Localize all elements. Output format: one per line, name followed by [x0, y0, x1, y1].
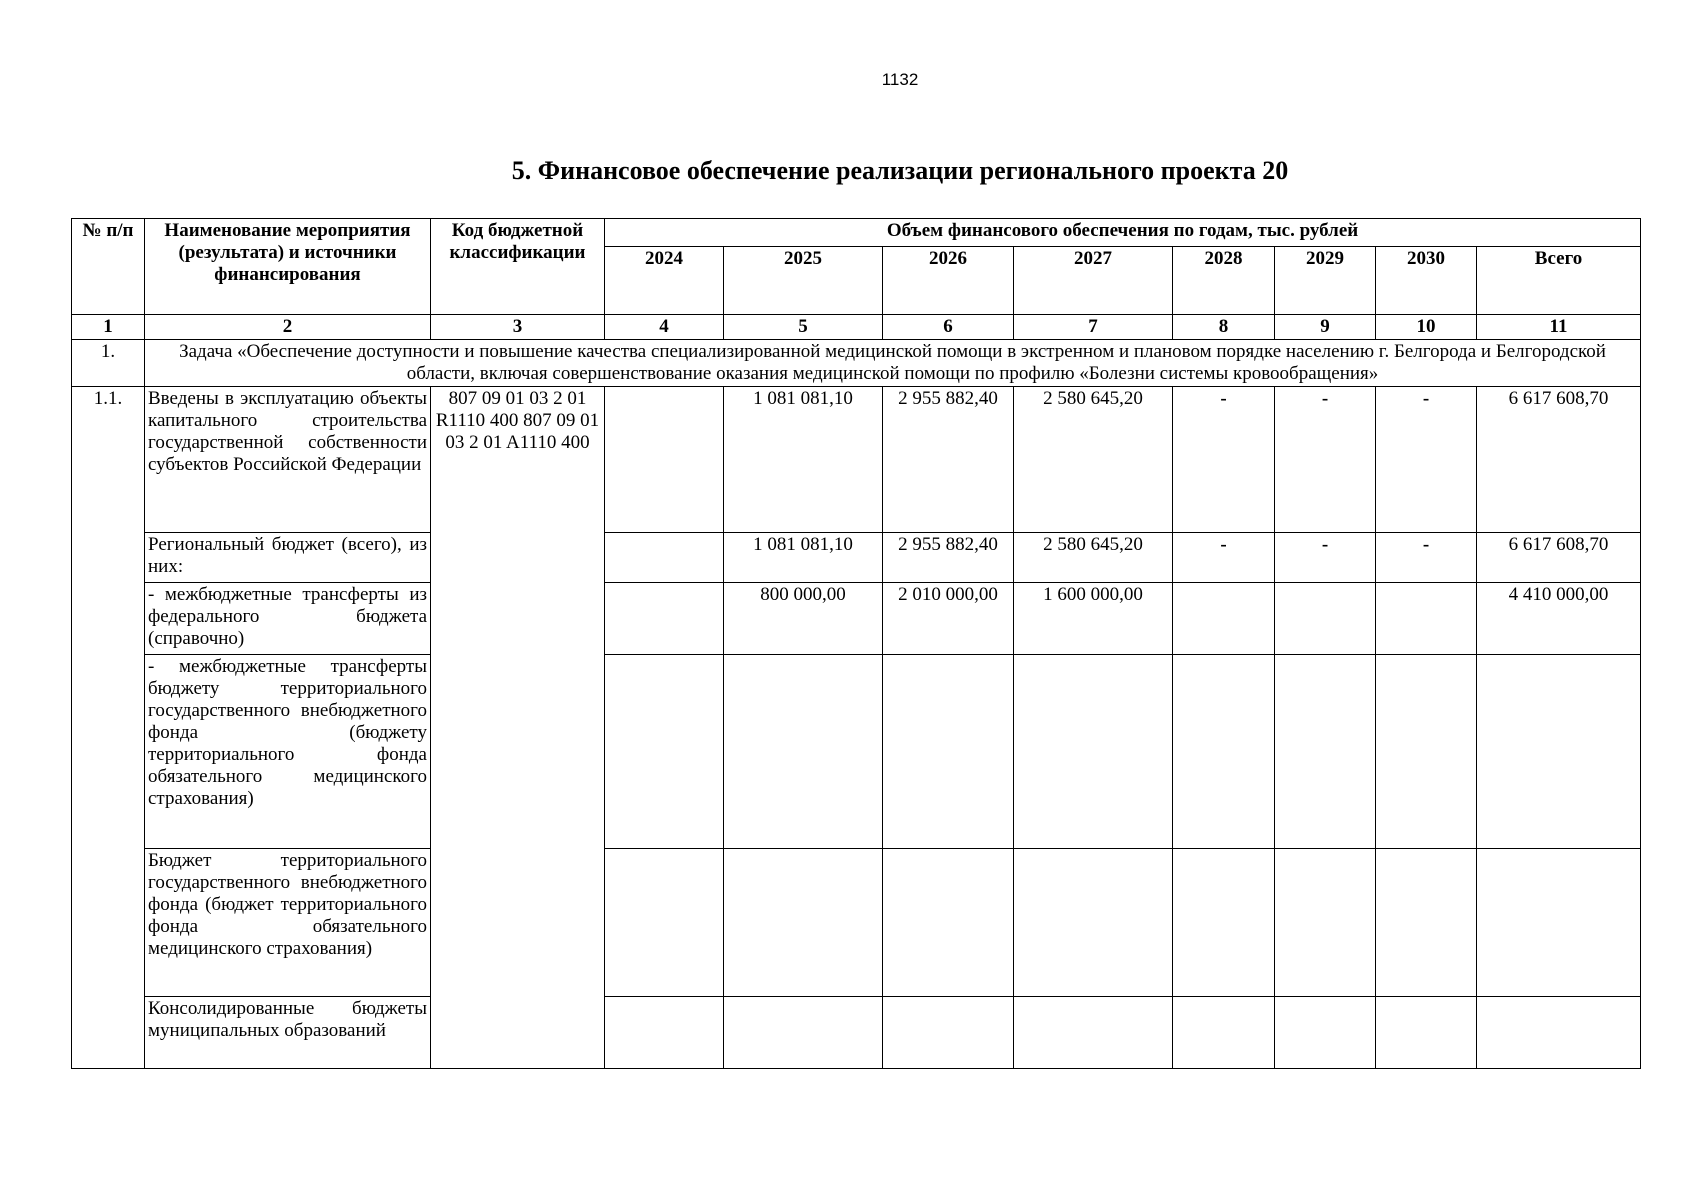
cell-2026 [883, 849, 1014, 997]
cell-2029 [1275, 655, 1376, 849]
column-number-row [72, 315, 1641, 340]
cell-2029 [1275, 583, 1376, 655]
financing-table [71, 218, 1641, 1069]
cell-2027 [1014, 655, 1173, 849]
column-number: 10 [1376, 315, 1477, 340]
table-row [72, 997, 1641, 1069]
cell-2026: 2 955 882,40 [883, 387, 1014, 533]
cell-2029: - [1275, 387, 1376, 533]
cell-2027 [1014, 997, 1173, 1069]
cell-2029 [1275, 997, 1376, 1069]
header-year-2027: 2027 [1014, 247, 1173, 315]
header-name: Наименование мероприятия (результата) и источники финансирования [145, 219, 431, 315]
cell-2028 [1173, 997, 1275, 1069]
cell-total [1477, 849, 1641, 997]
column-number: 11 [1477, 315, 1641, 340]
header-year-2026: 2026 [883, 247, 1014, 315]
table-row [72, 583, 1641, 655]
column-number: 2 [145, 315, 431, 340]
cell-2026 [883, 997, 1014, 1069]
cell-2025: 800 000,00 [724, 583, 883, 655]
cell-2030: - [1376, 533, 1477, 583]
header-year-2025: 2025 [724, 247, 883, 315]
cell-2028 [1173, 655, 1275, 849]
cell-2028: - [1173, 533, 1275, 583]
cell-total: 6 617 608,70 [1477, 387, 1641, 533]
cell-total: 4 410 000,00 [1477, 583, 1641, 655]
item-number: 1.1. [72, 387, 145, 1069]
column-number: 8 [1173, 315, 1275, 340]
task-row [72, 340, 1641, 387]
cell-2025 [724, 655, 883, 849]
cell-2025 [724, 997, 883, 1069]
cell-2030 [1376, 655, 1477, 849]
cell-2028: - [1173, 387, 1275, 533]
cell-2029: - [1275, 533, 1376, 583]
page-number: 1132 [881, 70, 919, 89]
column-number: 3 [431, 315, 605, 340]
column-number: 1 [72, 315, 145, 340]
cell-2027: 1 600 000,00 [1014, 583, 1173, 655]
cell-2024 [605, 533, 724, 583]
cell-2026: 2 955 882,40 [883, 533, 1014, 583]
cell-2024 [605, 655, 724, 849]
table-row [72, 849, 1641, 997]
cell-2024 [605, 997, 724, 1069]
header-year-2029: 2029 [1275, 247, 1376, 315]
cell-2025: 1 081 081,10 [724, 387, 883, 533]
header-volume: Объем финансового обеспечения по годам, тыс. рублей [605, 219, 1641, 247]
cell-2025 [724, 849, 883, 997]
cell-2024 [605, 387, 724, 533]
cell-2024 [605, 583, 724, 655]
cell-2024 [605, 849, 724, 997]
column-number: 7 [1014, 315, 1173, 340]
cell-2027 [1014, 849, 1173, 997]
column-number: 6 [883, 315, 1014, 340]
table-row [72, 655, 1641, 849]
cell-2030 [1376, 849, 1477, 997]
cell-2029 [1275, 849, 1376, 997]
cell-2025: 1 081 081,10 [724, 533, 883, 583]
task-number: 1. [72, 340, 145, 387]
cell-total [1477, 997, 1641, 1069]
cell-2030: - [1376, 387, 1477, 533]
cell-total [1477, 655, 1641, 849]
row-name: Введены в эксплуатацию объекты капитального строительства государственной собственности субъектов Российской Федерации [145, 387, 431, 533]
section-title: 5. Финансовое обеспечение реализации регионального проекта 20 [511, 156, 1289, 185]
table-row [72, 387, 1641, 533]
column-number: 4 [605, 315, 724, 340]
cell-2027: 2 580 645,20 [1014, 387, 1173, 533]
row-name: Региональный бюджет (всего), из них: [145, 533, 431, 583]
row-name: Консолидированные бюджеты муниципальных образований [145, 997, 431, 1069]
header-year-2024: 2024 [605, 247, 724, 315]
budget-code: 807 09 01 03 2 01 R1110 400 807 09 01 03 2 01 A1110 400 [431, 387, 605, 1069]
cell-2027: 2 580 645,20 [1014, 533, 1173, 583]
header-no: № п/п [72, 219, 145, 315]
cell-2028 [1173, 849, 1275, 997]
header-year-2030: 2030 [1376, 247, 1477, 315]
row-name: - межбюджетные трансферты из федерального бюджета (справочно) [145, 583, 431, 655]
cell-total: 6 617 608,70 [1477, 533, 1641, 583]
header-code: Код бюджетной классификации [431, 219, 605, 315]
column-number: 9 [1275, 315, 1376, 340]
cell-2026 [883, 655, 1014, 849]
row-name: Бюджет территориального государственного внебюджетного фонда (бюджет территориального фонда обязательного медицинского страхования) [145, 849, 431, 997]
row-name: - межбюджетные трансферты бюджету территориального государственного внебюджетного фонда (бюджету территориального фонда обязательного медицинского страхования) [145, 655, 431, 849]
column-number: 5 [724, 315, 883, 340]
task-text: Задача «Обеспечение доступности и повышение качества специализированной медицинской помощи в экстренном и плановом порядке населению г. Белгорода и Белгородской области, включая совершенствование оказания медицинской помощи по профилю «Болезни системы кровообращения» [145, 340, 1641, 387]
cell-2030 [1376, 997, 1477, 1069]
header-total: Всего [1477, 247, 1641, 315]
cell-2026: 2 010 000,00 [883, 583, 1014, 655]
table-row [72, 533, 1641, 583]
cell-2028 [1173, 583, 1275, 655]
cell-2030 [1376, 583, 1477, 655]
header-year-2028: 2028 [1173, 247, 1275, 315]
